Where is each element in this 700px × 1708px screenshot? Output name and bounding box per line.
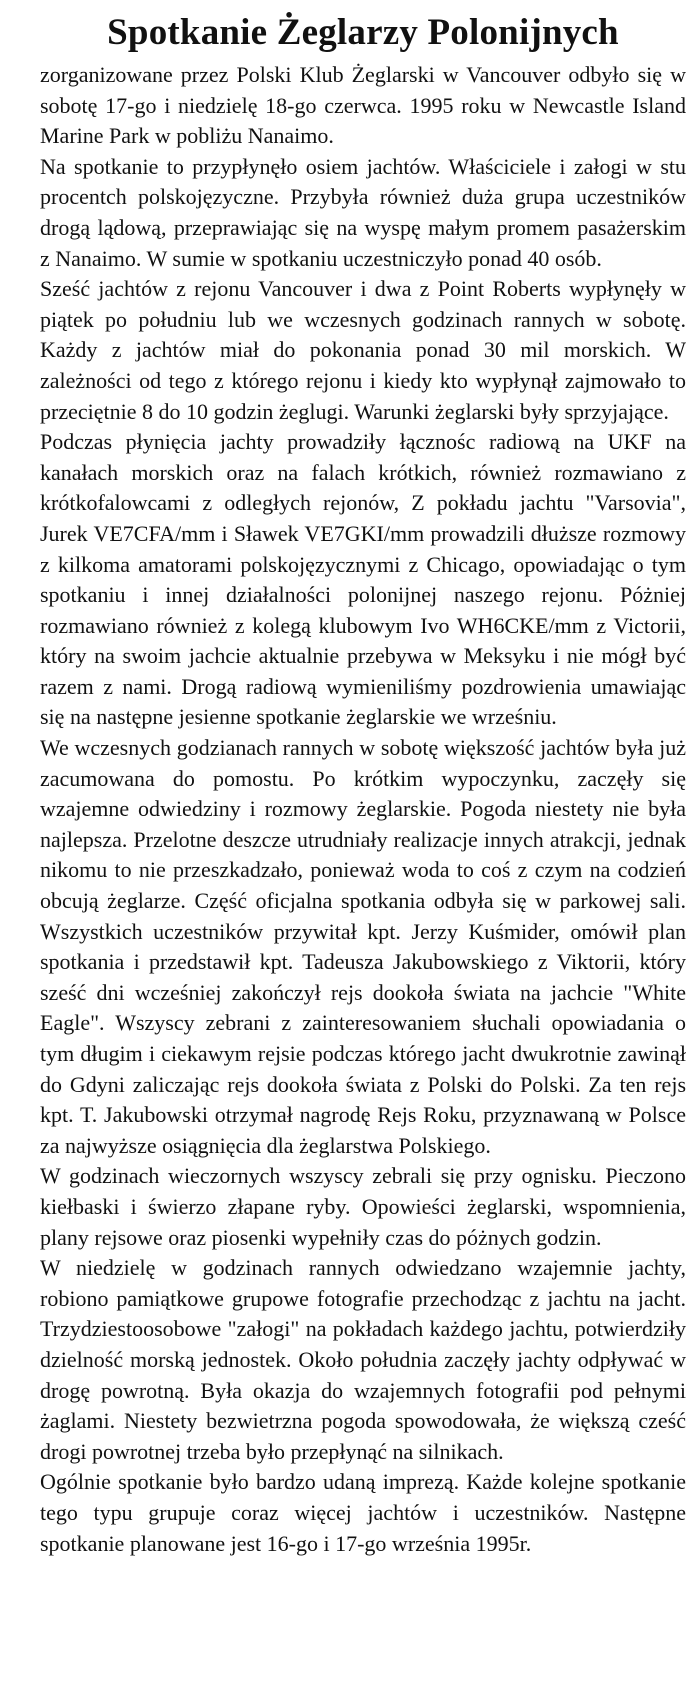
- article-paragraph: W niedzielę w godzinach rannych odwiedzano wzajemnie jachty, robiono pamiątkowe grupowe fotografie przechodząc z jachtu na jacht. Trzydziestoosobowe "załogi" na pokładach każdego jachtu, potwierdziły dzielność morską jednostek. Około południa zaczęły jachty odpływać w drogę powrotną. Była okazja do wzajemnych fotografii pod pełnymi żaglami. Niestety bezwietrzna pogoda spowodowała, że większą cześć drogi powrotnej trzeba było przepłynąć na silnikach.: [40, 1255, 686, 1464]
- article-paragraph: zorganizowane przez Polski Klub Żeglarski w Vancouver odbyło się w sobotę 17-go i niedzielę 18-go czerwca. 1995 roku w Newcastle Island Marine Park w pobliżu Nanaimo.: [40, 62, 686, 149]
- article-title: Spotkanie Żeglarzy Polonijnych: [107, 12, 619, 53]
- article-paragraph: We wczesnych godzianach rannych w sobotę większość jachtów była już zacumowana do pomostu. Po krótkim wypoczynku, zaczęły się wzajemne odwiedziny i rozmowy żeglarskie. Pogoda niestety nie była najlepsza. Przelotne deszcze utrudniały realizacje innych atrakcji, jednak nikomu to nie przeszkadzało, ponieważ woda to coś z czym na codzień obcują żeglarze. Część oficjalna spotkania odbyła się w parkowej sali. Wszystkich uczestników przywitał kpt. Jerzy Kuśmider, omówił plan spotkania i przedstawił kpt. Tadeusza Jakubowskiego z Viktorii, który sześć dni wcześniej zakończył rejs dookoła świata na jachcie "White Eagle". Wszyscy zebrani z zainteresowaniem słuchali opowiadania o tym długim i ciekawym rejsie podczas którego jacht dwukrotnie zawinął do Gdyni zaliczając rejs dookoła świata z Polski do Polski. Za ten rejs kpt. T. Jakubowski otrzymał nagrodę Rejs Roku, przyznawaną w Polsce za najwyższe osiągnięcia dla żeglarstwa Polskiego.: [40, 735, 686, 1158]
- article-paragraph: Ogólnie spotkanie było bardzo udaną imprezą. Każde kolejne spotkanie tego typu grupuje coraz więcej jachtów i uczestników. Następne spotkanie planowane jest 16-go i 17-go września 1995r.: [40, 1469, 686, 1556]
- article: [40, 8, 686, 1559]
- article-paragraph: Sześć jachtów z rejonu Vancouver i dwa z Point Roberts wypłynęły w piątek po południu lub we wczesnych godzinach rannych w sobotę. Każdy z jachtów miał do pokonania ponad 30 mil morskich. W zależności od tego z którego rejonu i kiedy kto wypłynął zajmowało to przeciętnie 8 do 10 godzin żeglugi. Warunki żeglarski były sprzyjające.: [40, 276, 686, 424]
- article-paragraph: Na spotkanie to przypłynęło osiem jachtów. Właściciele i załogi w stu procentch polskojęzyczne. Przybyła również duża grupa uczestników drogą lądową, przeprawiając się na wyspę małym promem pasażerskim z Nanaimo. W sumie w spotkaniu uczestniczyło ponad 40 osób.: [40, 153, 686, 271]
- article-paragraph: W godzinach wieczornych wszyscy zebrali się przy ognisku. Pieczono kiełbaski i świerzo złapane ryby. Opowieści żeglarski, wspomnienia, plany rejsowe oraz piosenki wypełniły czas do póżnych godzin.: [40, 1163, 686, 1250]
- article-paragraph: Podczas płynięcia jachty prowadziły łącznośc radiową na UKF na kanałach morskich oraz na falach krótkich, również rozmawiano z krótkofalowcami z odległych rejonów, Z pokładu jachtu "Varsovia", Jurek VE7CFA/mm i Sławek VE7GKI/mm prowadzili dłuższe rozmowy z kilkoma amatorami polskojęzycznymi z Chicago, opowiadając o tym spotkaniu i innej działalności polonijnej naszego rejonu. Póżniej rozmawiano również z kolegą klubowym Ivo WH6CKE/mm z Victorii, który na swoim jachcie aktualnie przebywa w Meksyku i nie mógł być razem z nami. Drogą radiową wymieniliśmy pozdrowienia umawiając się na następne jesienne spotkanie żeglarskie we wrześniu.: [40, 429, 686, 730]
